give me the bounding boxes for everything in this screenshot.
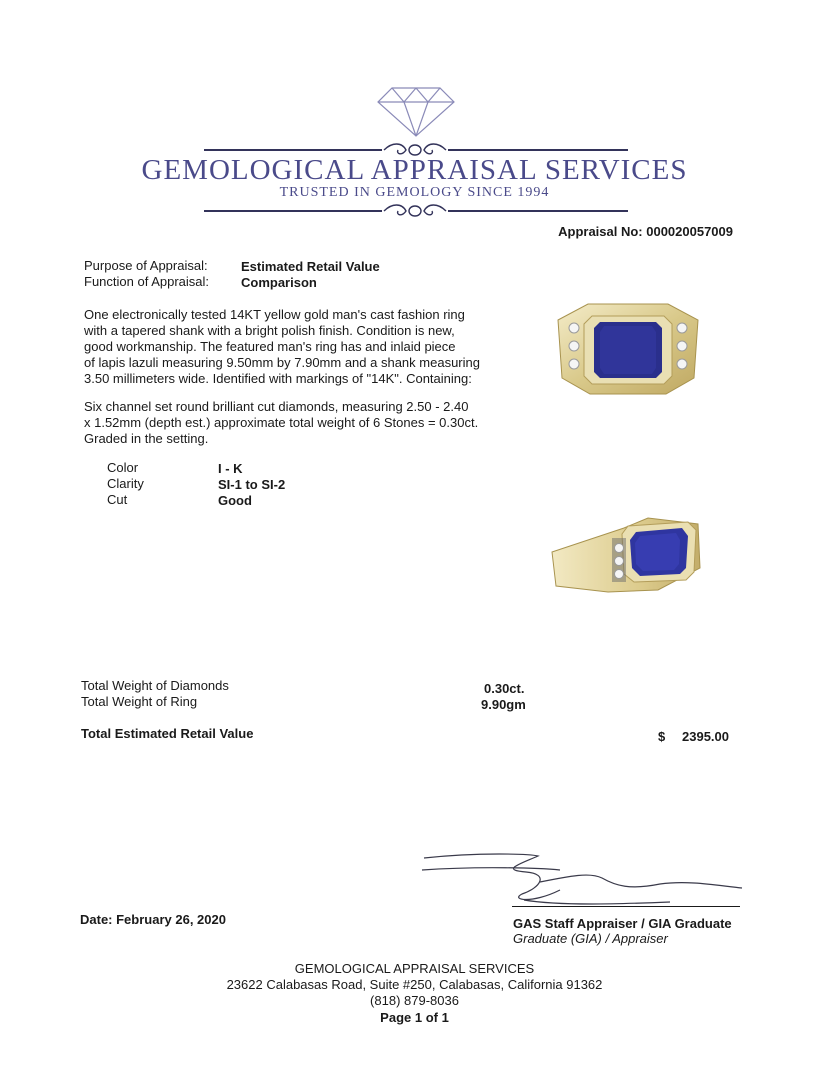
ring-weight-label: Total Weight of Ring xyxy=(81,694,198,709)
function-label: Function of Appraisal: xyxy=(84,274,210,289)
clarity-value: SI-1 to SI-2 xyxy=(218,477,286,492)
purpose-label: Purpose of Appraisal: xyxy=(84,258,208,273)
retail-value-label: Total Estimated Retail Value xyxy=(81,726,254,741)
appraiser-subtitle: Graduate (GIA) / Appraiser xyxy=(513,931,668,946)
item-description xyxy=(84,307,480,387)
description-line: 3.50 millimeters wide. Identified with markings of "14K". Containing: xyxy=(84,371,472,386)
diamond-line: Graded in the setting. xyxy=(84,431,209,446)
currency-symbol: $ xyxy=(658,729,666,744)
diamond-description xyxy=(84,399,478,447)
footer-phone: (818) 879-8036 xyxy=(370,993,459,1008)
diamond-logo-icon xyxy=(376,86,456,138)
signature-line xyxy=(512,906,740,907)
color-value: I - K xyxy=(218,461,243,476)
ring-weight-value: 9.90gm xyxy=(481,697,526,712)
appraisal-number: Appraisal No: 000020057009 xyxy=(558,224,733,239)
footer-address: 23622 Calabasas Road, Suite #250, Calabasas, California 91362 xyxy=(226,977,603,992)
diamond-weight-value: 0.30ct. xyxy=(484,681,525,696)
footer-company: GEMOLOGICAL APPRAISAL SERVICES xyxy=(294,961,535,976)
description-line: One electronically tested 14KT yellow gold man's cast fashion ring xyxy=(84,307,465,322)
clarity-label: Clarity xyxy=(107,476,144,491)
page-number: Page 1 of 1 xyxy=(380,1010,449,1025)
company-logo-title: GEMOLOGICAL APPRAISAL SERVICES xyxy=(141,154,688,186)
top-rule-right xyxy=(448,149,628,151)
purpose-value: Estimated Retail Value xyxy=(241,259,380,274)
color-label: Color xyxy=(107,460,139,475)
bottom-rule-right xyxy=(448,210,628,212)
ring-photo-angled xyxy=(548,508,708,598)
company-tagline: TRUSTED IN GEMOLOGY SINCE 1994 xyxy=(279,185,550,200)
bottom-rule-left xyxy=(204,210,382,212)
ring-photo-top xyxy=(548,298,708,400)
cut-value: Good xyxy=(218,493,252,508)
diamond-line: x 1.52mm (depth est.) approximate total weight of 6 Stones = 0.30ct. xyxy=(84,415,479,430)
top-rule-left xyxy=(204,149,382,151)
diamond-line: Six channel set round brilliant cut diamonds, measuring 2.50 - 2.40 xyxy=(84,399,469,414)
scroll-ornament-icon xyxy=(382,201,448,221)
appraisal-date: Date: February 26, 2020 xyxy=(80,912,226,927)
appraiser-signature xyxy=(420,848,745,910)
function-value: Comparison xyxy=(241,275,317,290)
description-line: of lapis lazuli measuring 9.50mm by 7.90mm and a shank measuring xyxy=(84,355,480,370)
appraiser-title: GAS Staff Appraiser / GIA Graduate xyxy=(513,916,732,931)
retail-value-amount: 2395.00 xyxy=(682,729,729,744)
description-line: with a tapered shank with a bright polish finish. Condition is new, xyxy=(84,323,455,338)
cut-label: Cut xyxy=(107,492,128,507)
description-line: good workmanship. The featured man's ring has and inlaid piece xyxy=(84,339,456,354)
diamond-weight-label: Total Weight of Diamonds xyxy=(81,678,229,693)
